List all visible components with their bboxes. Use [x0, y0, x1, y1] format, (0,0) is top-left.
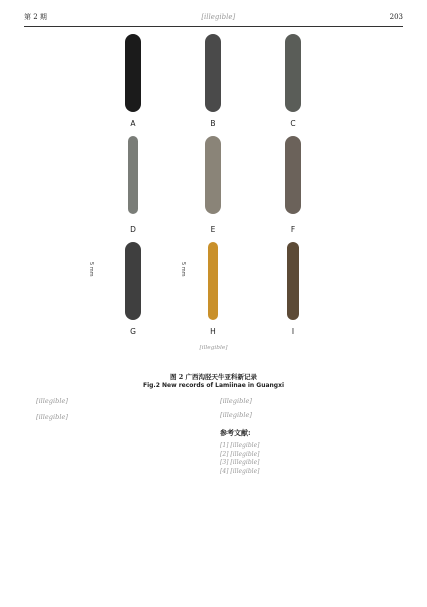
beetle-specimen-image: [208, 242, 218, 320]
beetle-specimen-image: [285, 136, 301, 214]
figure-title-chinese: 图 2 广西沟胫天牛亚科新记录: [169, 373, 258, 381]
page-number: 203: [389, 13, 403, 21]
figure-panel-e: [174, 132, 252, 236]
beetle-specimen-image: [125, 34, 141, 112]
figure-panel-i: [254, 238, 332, 338]
author-contributions: [illegible]: [220, 411, 252, 419]
panel-label: A: [130, 119, 136, 128]
header-rule: [24, 26, 403, 27]
beetle-specimen-image: [205, 136, 221, 214]
beetle-specimen-image: [125, 242, 141, 320]
beetle-specimen-image: [205, 34, 221, 112]
panel-label: D: [130, 225, 136, 234]
figure-panel-d: [94, 132, 172, 236]
figure-panel-a: [94, 30, 172, 130]
figure-panel-c: [254, 30, 332, 130]
right-column-text: [220, 396, 396, 476]
beetle-specimen-image: [128, 136, 138, 214]
panel-label: F: [290, 225, 296, 234]
reference-item: [4] [illegible]: [220, 467, 260, 475]
panel-label: E: [210, 225, 216, 234]
reference-list: [220, 442, 396, 476]
scale-bar-label: 5 mm: [88, 262, 94, 277]
references-heading: 参考文献:: [220, 428, 251, 437]
body-paragraph: [illegible]: [36, 397, 68, 405]
panel-label: I: [291, 327, 295, 336]
reference-item: [3] [illegible]: [220, 459, 260, 466]
panel-label: H: [210, 327, 216, 336]
figure-panel-b: [174, 30, 252, 130]
ethics-statement: [illegible]: [220, 397, 252, 405]
figure-title-english: Fig.2 New records of Lamiinae in Guangxi: [142, 382, 285, 389]
panel-label: C: [290, 119, 296, 128]
reference-item: [2] [illegible]: [220, 450, 260, 458]
running-head: [24, 10, 403, 24]
scale-bar-label: 5 mm: [180, 262, 186, 277]
reference-item: [1] [illegible]: [220, 442, 260, 449]
body-paragraph: [illegible]: [36, 413, 68, 421]
issue-number: 第 2 期: [24, 13, 47, 21]
panel-label: B: [210, 119, 216, 128]
left-column-text: [36, 396, 212, 422]
running-head-authors-title: [illegible]: [201, 13, 236, 21]
beetle-specimen-image: [287, 242, 299, 320]
figure-panel-g: [94, 238, 172, 338]
beetle-specimen-image: [285, 34, 301, 112]
figure-caption: [illegible]: [199, 345, 228, 351]
panel-label: G: [130, 327, 136, 336]
figure-panel-h: [174, 238, 252, 338]
figure-panel-f: [254, 132, 332, 236]
